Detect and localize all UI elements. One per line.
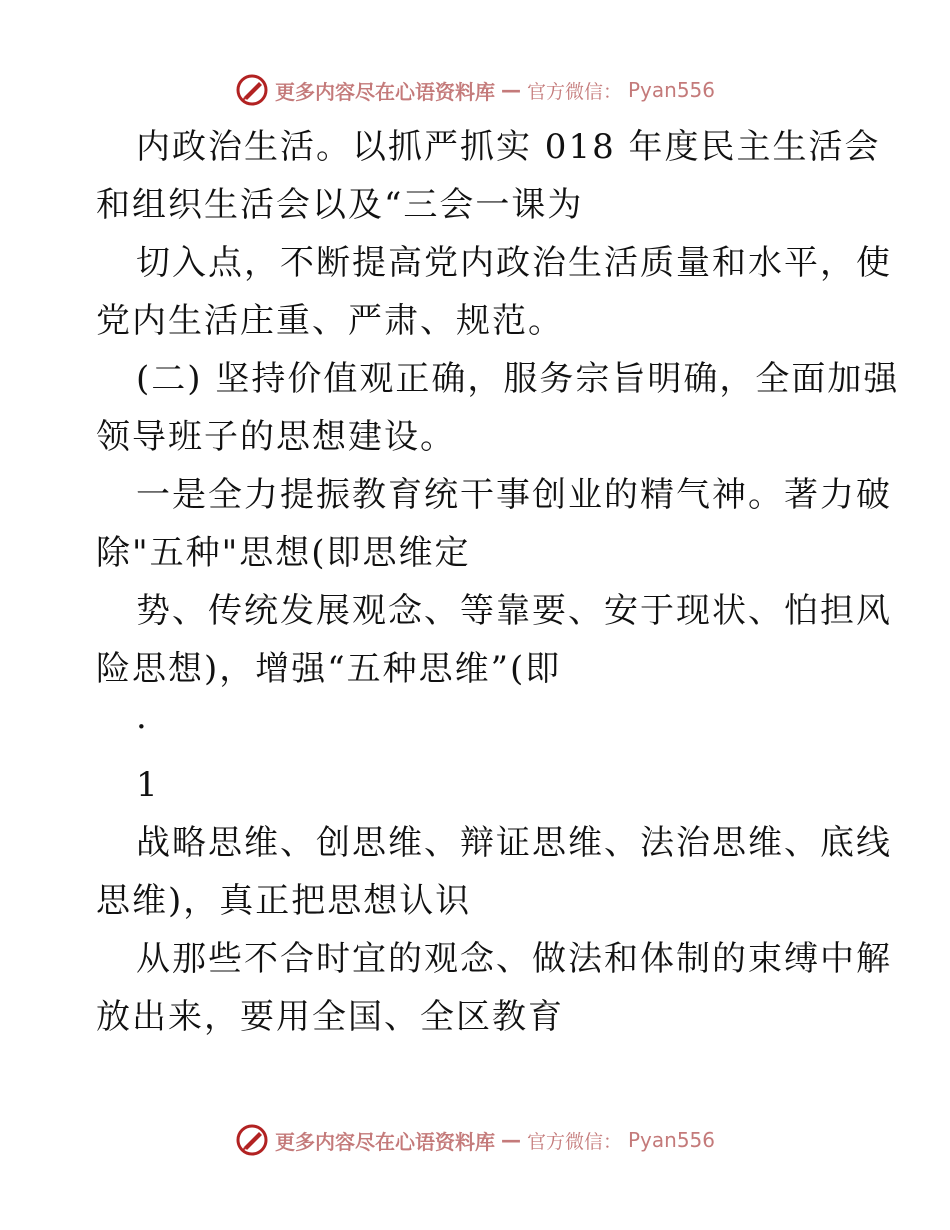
watermark-text: 更多内容尽在心语资料库: [274, 79, 495, 104]
footer-watermark: [0, 1120, 950, 1160]
text-line: 势、传统发展观念、等靠要、安于现状、怕担风: [136, 591, 892, 631]
watermark-text: 更多内容尽在心语资料库: [274, 1129, 495, 1154]
header-watermark: [0, 70, 950, 110]
text-line: 思维)，真正把思想认识: [96, 881, 472, 921]
text-line: 领导班子的思想建设。: [96, 417, 456, 457]
text-line: 除"五种"思想(即思维定: [96, 533, 471, 573]
watermark-wechat-label: 官方微信：: [526, 80, 622, 103]
pen-logo-icon: [235, 73, 269, 107]
watermark-dash: —: [500, 1128, 521, 1152]
text-line: 险思想)，增强“五种思维”(即: [96, 649, 562, 689]
text-line: 放出来，要用全国、全区教育: [96, 997, 564, 1037]
watermark-wechat-label: 官方微信：: [526, 1130, 622, 1153]
watermark-wechat-id: Pyan556: [628, 1128, 716, 1152]
text-line: ·: [136, 707, 149, 747]
text-line: 战略思维、创思维、辩证思维、法治思维、底线: [136, 823, 892, 863]
watermark-wechat-id: Pyan556: [628, 78, 716, 102]
text-line: 和组织生活会以及“三会一课为: [96, 185, 584, 225]
text-line: 从那些不合时宜的观念、做法和体制的束缚中解: [136, 939, 892, 979]
text-line: 切入点，不断提高党内政治生活质量和水平，使: [136, 243, 892, 283]
pen-logo-icon: [235, 1123, 269, 1157]
text-line: (二) 坚持价值观正确，服务宗旨明确，全面加强: [136, 359, 900, 399]
text-line: 党内生活庄重、严肃、规范。: [96, 301, 564, 341]
page-number: 1: [136, 765, 160, 805]
watermark-dash: —: [500, 78, 521, 102]
document-body: [96, 118, 900, 1046]
text-line: 内政治生活。以抓严抓实 018 年度民主生活会: [136, 127, 881, 167]
text-line: 一是全力提振教育统干事创业的精气神。著力破: [136, 475, 892, 515]
